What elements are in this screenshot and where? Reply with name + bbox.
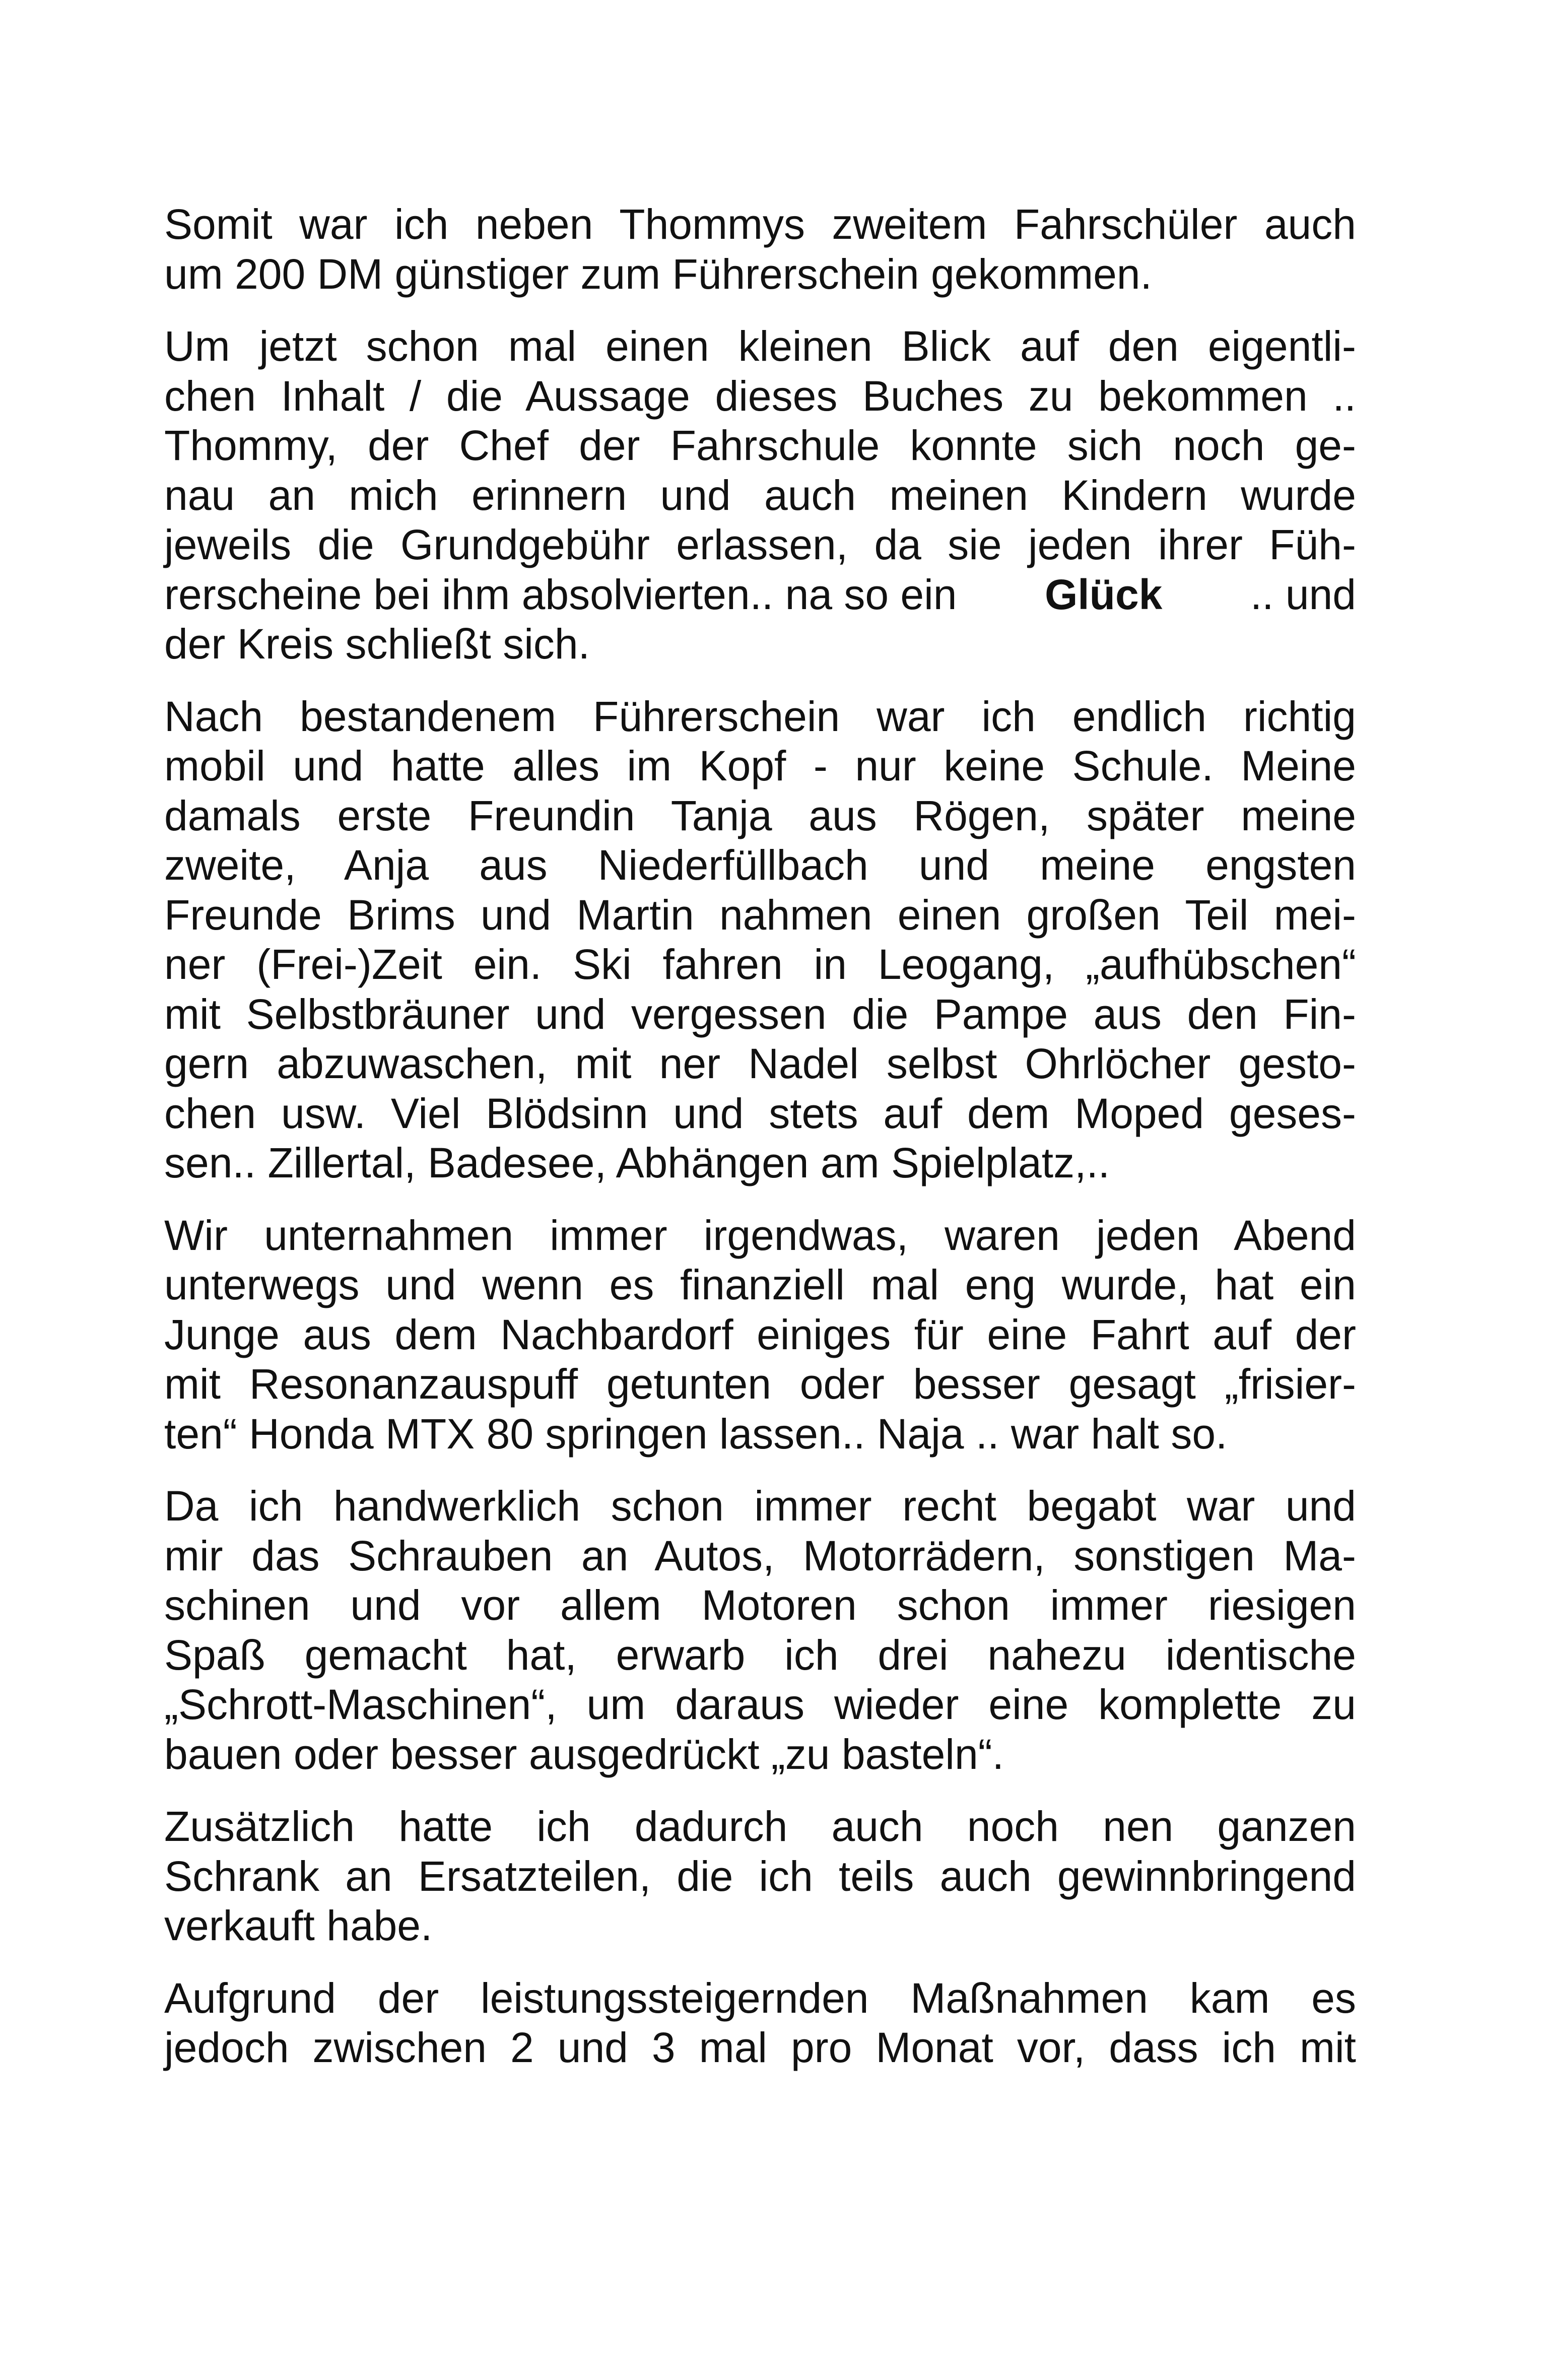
paragraph-4	[164, 1211, 1356, 1459]
text-line: mir das Schrauben an Autos, Motorrädern, sonstigen Ma-	[164, 1532, 1356, 1579]
text-segment: rerscheine bei ihm absolvierten.. na so ein	[164, 570, 957, 618]
text-line: gern abzuwaschen, mit ner Nadel selbst Ohrlöcher gesto-	[164, 1040, 1356, 1087]
text-line: Junge aus dem Nachbardorf einiges für eine Fahrt auf der	[164, 1310, 1356, 1358]
text-line: Um jetzt schon mal einen kleinen Blick auf den eigentli-	[164, 322, 1356, 370]
text-line: zweite, Anja aus Niederfüllbach und meine engsten	[164, 841, 1356, 889]
text-segment: .. und	[1250, 570, 1356, 618]
paragraph-6	[164, 1802, 1356, 1951]
text-line: Thommy, der Chef der Fahrschule konnte sich noch ge-	[164, 422, 1356, 469]
text-line: schinen und vor allem Motoren schon immer riesigen	[164, 1581, 1356, 1629]
paragraph-3	[164, 692, 1356, 1188]
body-text	[164, 200, 1356, 2073]
paragraph-5	[164, 1481, 1356, 1779]
text-line: chen usw. Viel Blödsinn und stets auf dem Moped geses-	[164, 1089, 1356, 1137]
text-line: jedoch zwischen 2 und 3 mal pro Monat vor, dass ich mit	[164, 2024, 1356, 2071]
text-line: Aufgrund der leistungssteigernden Maßnahmen kam es	[164, 1974, 1356, 2022]
text-line: bauen oder besser ausgedrückt „zu basteln“.	[164, 1730, 1004, 1778]
text-line: jeweils die Grundgebühr erlassen, da sie jeden ihrer Füh-	[164, 521, 1356, 568]
text-line: chen Inhalt / die Aussage dieses Buches zu bekommen ..	[164, 372, 1356, 420]
text-line: Da ich handwerklich schon immer recht begabt war und	[164, 1482, 1356, 1530]
text-line: unterwegs und wenn es finanziell mal eng wurde, hat ein	[164, 1261, 1356, 1308]
text-line: sen.. Zillertal, Badesee, Abhängen am Spielplatz,..	[164, 1139, 1110, 1186]
text-line: Nach bestandenem Führerschein war ich endlich richtig	[164, 692, 1356, 740]
text-line: mobil und hatte alles im Kopf - nur keine Schule. Meine	[164, 742, 1356, 789]
text-line: der Kreis schließt sich.	[164, 620, 590, 668]
emphasis-word: Glück	[1044, 570, 1163, 618]
text-line: verkauft habe.	[164, 1902, 433, 1949]
text-line: ner (Frei-)Zeit ein. Ski fahren in Leogang, „aufhübschen“	[164, 941, 1356, 988]
paragraph-2	[164, 321, 1356, 669]
paragraph-1	[164, 200, 1356, 299]
text-line-with-emphasis	[164, 570, 1356, 620]
paragraph-7	[164, 1973, 1356, 2073]
text-line: nau an mich erinnern und auch meinen Kindern wurde	[164, 471, 1356, 519]
text-line: Zusätzlich hatte ich dadurch auch noch nen ganzen	[164, 1803, 1356, 1850]
text-line: Spaß gemacht hat, erwarb ich drei nahezu identische	[164, 1631, 1356, 1679]
text-line: ten“ Honda MTX 80 springen lassen.. Naja .. war halt so.	[164, 1410, 1228, 1458]
text-line: „Schrott-Maschinen“, um daraus wieder eine komplette zu	[164, 1681, 1356, 1728]
text-line: Freunde Brims und Martin nahmen einen großen Teil mei-	[164, 891, 1356, 939]
text-line: um 200 DM günstiger zum Führerschein gekommen.	[164, 250, 1152, 298]
text-line: Wir unternahmen immer irgendwas, waren jeden Abend	[164, 1211, 1356, 1259]
text-line: damals erste Freundin Tanja aus Rögen, später meine	[164, 791, 1356, 839]
text-line: mit Resonanzauspuff getunten oder besser gesagt „frisier-	[164, 1360, 1356, 1408]
text-line: mit Selbstbräuner und vergessen die Pampe aus den Fin-	[164, 990, 1356, 1038]
text-line: Somit war ich neben Thommys zweitem Fahrschüler auch	[164, 201, 1356, 248]
text-line: Schrank an Ersatzteilen, die ich teils auch gewinnbringend	[164, 1852, 1356, 1900]
